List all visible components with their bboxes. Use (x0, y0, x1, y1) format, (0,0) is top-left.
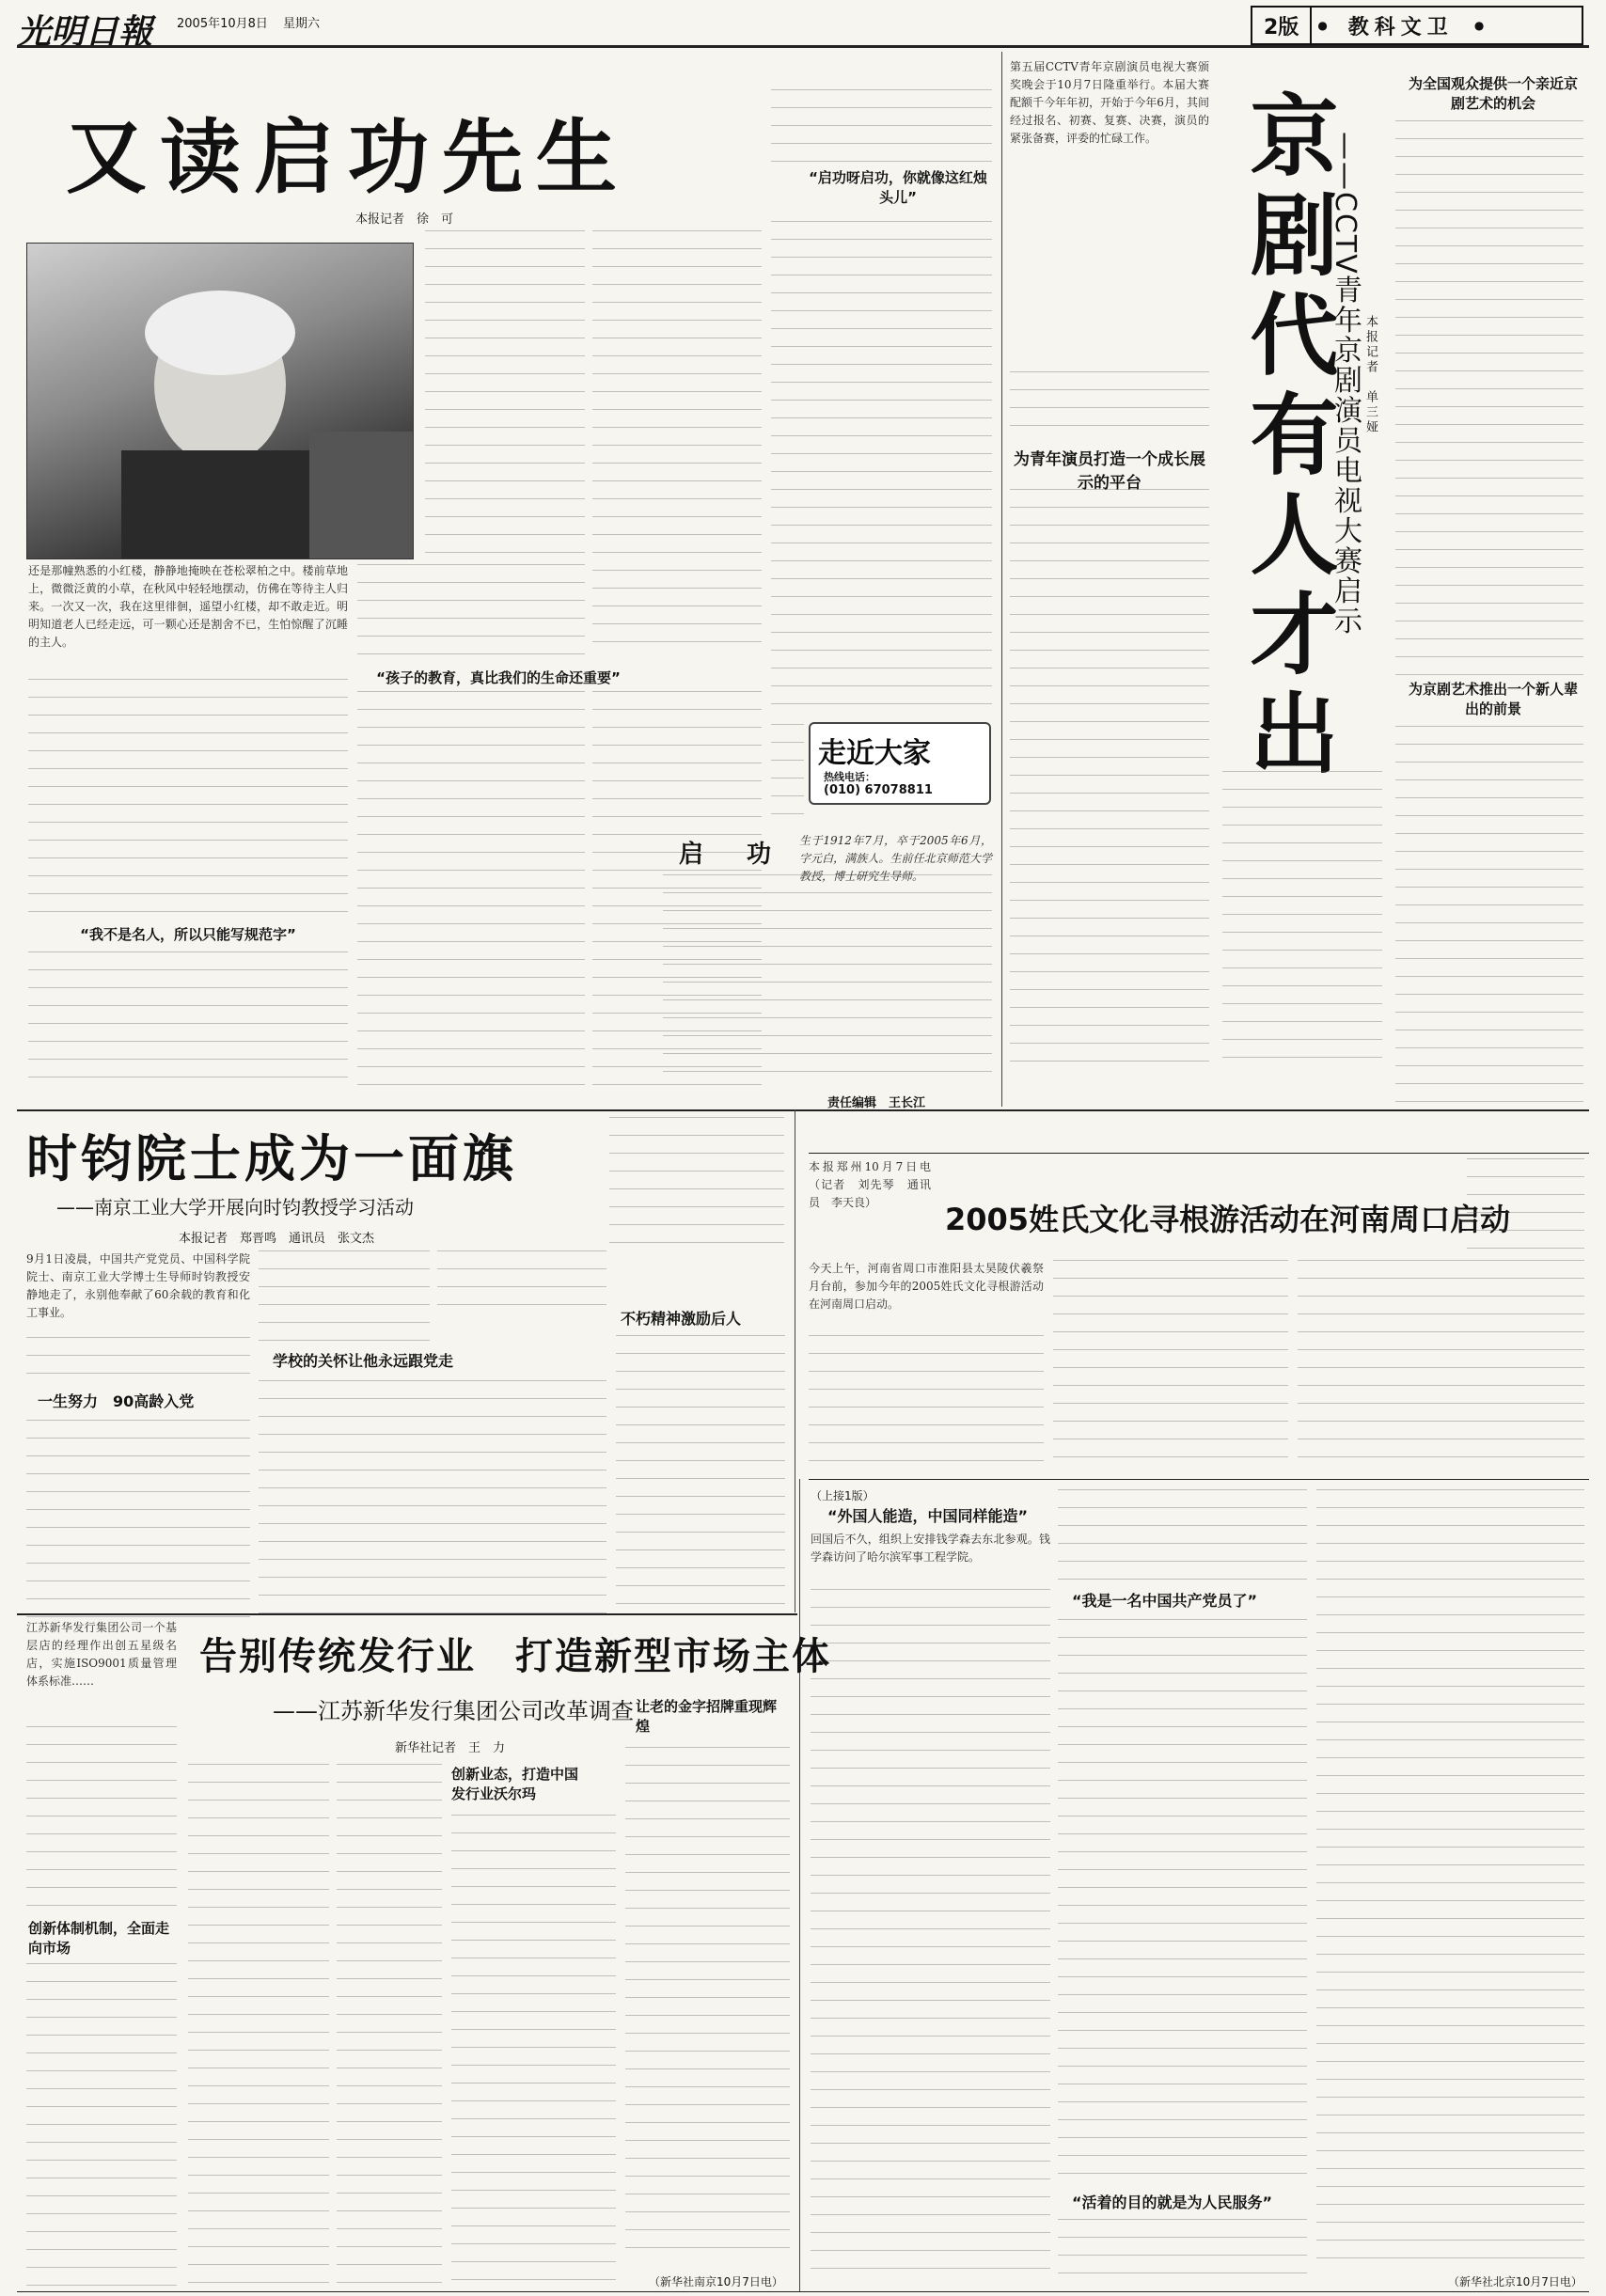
article-subhead: 不朽精神激励后人 (621, 1310, 742, 1328)
article-subhead: 创新业态，打造中国发行业沃尔玛 (451, 1766, 579, 1802)
article-byline: 本报记者 郑晋鸣 通讯员 张文杰 (179, 1232, 375, 1246)
article-body-text (188, 1764, 329, 2286)
article-subhead: “活着的目的就是为人民服务” (1072, 2194, 1273, 2211)
issue-date-text: 2005年10月8日 (177, 17, 268, 31)
article-headline: 告别传统发行业 打造新型市场主体 (199, 1635, 831, 1678)
section-rule (17, 1613, 797, 1615)
article-body-text (451, 1815, 616, 2285)
article-body-text (771, 724, 804, 818)
bio-name: 启 功 (679, 841, 781, 869)
article-opening: 今天上午，河南省周口市淮阳县太昊陵伏羲祭月台前，参加今年的2005姓氏文化寻根游活动在河南周口启动。 (809, 1262, 1044, 1311)
article-body-text (26, 1337, 250, 1382)
article-subhead: “孩子的教育，真比我们的生命还重要” (376, 669, 621, 686)
article-opening: 还是那幢熟悉的小红楼，静静地掩映在苍松翠柏之中。楼前草地上，微微泛黄的小草，在秋风中轻轻地摆动，仿佛在等待主人归来。一次又一次，我在这里徘徊，遥望小红楼，却不敢走近。明明知道老人已经走远，可一颗心还是割舍不已，生怕惊醒了沉睡的主人。 (28, 564, 348, 649)
article-body-text (26, 1420, 250, 1617)
bio-text: 生于1912年7月，卒于2005年6月，字元白，满族人。生前任北京师范大学教授，博士研究生导师。 (799, 834, 992, 883)
article-opening: 9月1日凌晨，中国共产党党员、中国科学院院士、南京工业大学博士生导师时钧教授安静地走了，永别他奉献了60余载的教育和化工事业。 (26, 1252, 250, 1319)
article-dateline: （新华社北京10月7日电） (1448, 2275, 1582, 2288)
article-subhead (1010, 446, 1209, 493)
section-rule (17, 1109, 1589, 1111)
article-body-text (1222, 771, 1382, 1072)
article-subtitle: ——南京工业大学开展向时钧教授学习活动 (56, 1196, 414, 1219)
responsible-editor: 责任编辑 王长江 (827, 1096, 926, 1110)
article-body-text (1010, 371, 1209, 442)
article-headline: 京剧代有人才出 (1235, 89, 1337, 787)
article-body-text (1053, 1260, 1288, 1467)
article-body-text (437, 1250, 606, 1316)
article-body-text (357, 691, 585, 1086)
page-section-box (1251, 6, 1583, 45)
article-body-text (771, 221, 992, 719)
portrait-figure-icon (27, 244, 413, 558)
article-body-text (625, 1747, 790, 2264)
article-dateline: （新华社南京10月7日电） (649, 2275, 783, 2288)
article-body-text (337, 1764, 442, 2286)
article-body-text (1298, 1260, 1584, 1467)
article-subhead: “我是一名中国共产党员了” (1072, 1592, 1258, 1610)
issue-date (177, 13, 320, 31)
article-subhead: “外国人能造，中国同样能造” (827, 1507, 1029, 1525)
article-body-text (771, 89, 992, 165)
masthead-rule (17, 45, 1589, 48)
article-subhead: 为全国观众提供一个亲近京剧艺术的机会 (1408, 75, 1578, 112)
article-headline: 又读启功先生 (66, 111, 630, 205)
article-headline: 2005姓氏文化寻根游活动在河南周口启动 (945, 1202, 1511, 1237)
article-subhead-text: 为青年演员打造一个成长展示的平台 (1014, 450, 1205, 493)
article-subhead: 为京剧艺术推出一个新人辈出的前景 (1408, 681, 1578, 717)
article-body-text (357, 564, 585, 658)
article-body-text (1058, 1489, 1307, 1583)
article-subtitle: ——江苏新华发行集团公司改革调查 (273, 1698, 634, 1724)
bio-body-text (663, 874, 992, 1086)
article-subhead: 创新体制机制，全面走向市场 (28, 1920, 170, 1957)
article-subhead: 学校的关怀让他永远跟党走 (273, 1352, 454, 1370)
article-body-text (26, 1963, 177, 2288)
article-body-text (259, 1380, 606, 1617)
article-body-text (1395, 120, 1583, 675)
article-subtitle: ——CCTV青年京剧演员电视大赛启示 (1329, 132, 1362, 637)
article-body-text (809, 1335, 1044, 1467)
article-body-text (28, 951, 348, 1093)
column-badge-title: 走近大家 (818, 737, 931, 770)
section-rule (809, 1479, 1589, 1480)
article-body-text (609, 1117, 784, 1249)
article-headline: 时钧院士成为一面旗 (26, 1129, 517, 1188)
article-subhead: “启功呀启功，你就像这红烛头儿” (809, 169, 987, 206)
column-divider (1001, 52, 1002, 1107)
article-subhead: “我不是名人，所以只能写规范字” (80, 926, 296, 943)
continued-from-label: （上接1版） (811, 1489, 874, 1502)
hotline-label: 热线电话： (824, 771, 875, 783)
article-opening: 第五届CCTV青年京剧演员电视大赛颁奖晚会于10月7日隆重举行。本届大赛配额千今年年初，开始于今年6月，其间经过报名、初赛、复赛、决赛，演员的紧张备赛，评委的忙碌工作。 (1010, 60, 1209, 145)
section-name: 教科文卫 (1347, 15, 1454, 39)
article-body-text (1316, 1489, 1584, 2270)
article-rule (809, 1153, 1589, 1154)
article-body-text (1010, 489, 1209, 1072)
newspaper-logo: 光明日報 (17, 12, 153, 52)
article-body-text (259, 1250, 430, 1345)
article-byline: 本报记者 单三娅 (1363, 315, 1378, 435)
article-body-text (616, 1335, 785, 1617)
article-opening: 回国后不久，组织上安排钱学森去东北参观。钱学森访问了哈尔滨军事工程学院。 (811, 1533, 1050, 1564)
article-body-text (811, 1589, 1050, 2285)
column-divider (799, 1479, 800, 2292)
bullet-icon: ● (1473, 19, 1485, 32)
portrait-photo (26, 243, 414, 559)
page-number: 2版 (1252, 8, 1312, 43)
article-subhead: 一生努力 90高龄入党 (38, 1392, 195, 1410)
article-byline: 新华社记者 王 力 (395, 1741, 506, 1755)
hotline-number: (010) 67078811 (824, 783, 933, 797)
article-body-text (1058, 2219, 1307, 2285)
article-body-text (425, 230, 585, 559)
article-body-text (592, 230, 762, 653)
article-byline: 本报郑州10月7日电（记者 刘先琴 通讯员 李天良） (809, 1160, 931, 1209)
article-body-text (28, 679, 348, 923)
bullet-icon: ● (1317, 19, 1328, 32)
article-body-text (1058, 1619, 1307, 2183)
page-bottom-rule (17, 2291, 1589, 2292)
article-opening: 江苏新华发行集团公司一个基层店的经理作出创五星级名店，实施ISO9001质量管理体系标准…… (26, 1619, 177, 1722)
article-byline: 本报记者 徐 可 (355, 212, 454, 227)
issue-weekday: 星期六 (283, 17, 321, 31)
article-body-text (1467, 1158, 1584, 1252)
column-badge (809, 722, 991, 805)
article-subhead: 让老的金字招牌重现辉煌 (636, 1698, 778, 1735)
article-body-text (1395, 726, 1583, 1102)
